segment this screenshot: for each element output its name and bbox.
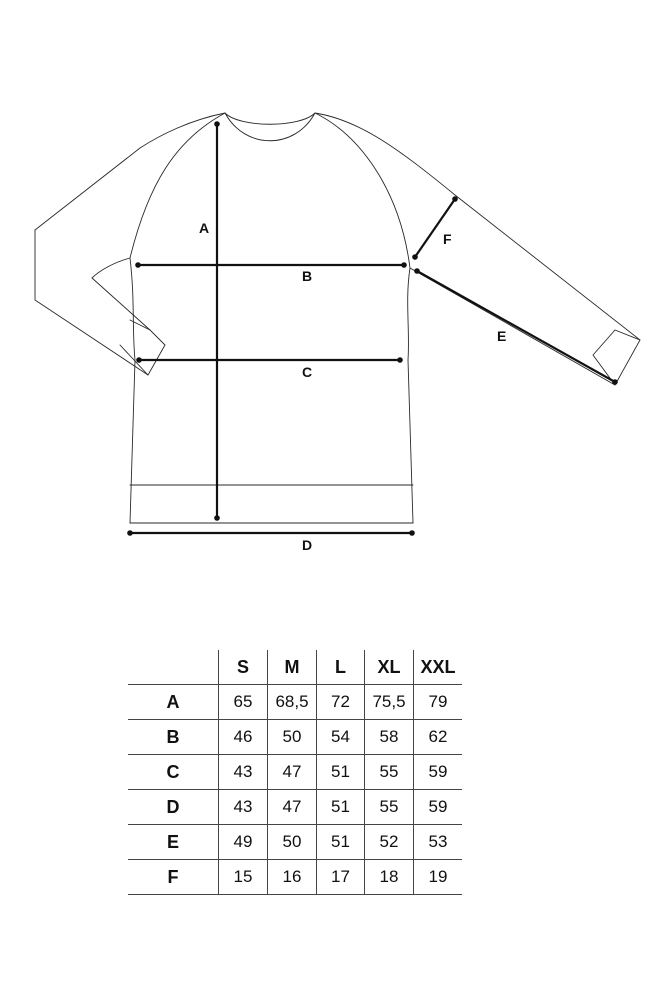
label-a: A (199, 220, 210, 236)
table-cell: 15 (219, 860, 268, 895)
measurement-b (135, 262, 407, 284)
table-cell: 51 (317, 755, 365, 790)
size-header: S (219, 650, 268, 685)
table-cell: 49 (219, 825, 268, 860)
row-label: B (128, 720, 219, 755)
table-cell: 55 (365, 790, 414, 825)
right-raglan-seam (315, 113, 410, 268)
table-cell: 47 (268, 790, 317, 825)
row-label: D (128, 790, 219, 825)
row-label: F (128, 860, 219, 895)
table-cell: 16 (268, 860, 317, 895)
table-cell: 62 (414, 720, 463, 755)
table-cell: 68,5 (268, 685, 317, 720)
header-corner (128, 650, 219, 685)
table-cell: 50 (268, 720, 317, 755)
table-cell: 17 (317, 860, 365, 895)
table-cell: 55 (365, 755, 414, 790)
table-cell: 43 (219, 790, 268, 825)
table-cell: 43 (219, 755, 268, 790)
table-cell: 53 (414, 825, 463, 860)
table-row (128, 825, 462, 860)
table-cell: 54 (317, 720, 365, 755)
body-left-side (130, 258, 135, 523)
table-cell: 18 (365, 860, 414, 895)
waistband (130, 485, 413, 523)
table-cell: 59 (414, 755, 463, 790)
row-label: A (128, 685, 219, 720)
table-cell: 19 (414, 860, 463, 895)
table-cell: 51 (317, 790, 365, 825)
table-cell: 72 (317, 685, 365, 720)
left-shoulder (35, 113, 225, 230)
table-cell: 51 (317, 825, 365, 860)
table-cell: 52 (365, 825, 414, 860)
label-b: B (302, 268, 313, 284)
size-table (128, 650, 462, 895)
left-sleeve-outer (35, 230, 148, 375)
size-header: XXL (414, 650, 463, 685)
table-row (128, 790, 462, 825)
label-c: C (302, 364, 313, 380)
measurement-c (136, 357, 403, 380)
size-header: M (268, 650, 317, 685)
table-cell: 47 (268, 755, 317, 790)
table-row (128, 755, 462, 790)
table-row (128, 685, 462, 720)
row-label: C (128, 755, 219, 790)
left-sleeve-inner (92, 258, 150, 330)
left-raglan-seam (130, 113, 225, 258)
row-label: E (128, 825, 219, 860)
left-cuff (120, 320, 165, 375)
table-cell: 59 (414, 790, 463, 825)
table-cell: 75,5 (365, 685, 414, 720)
label-d: D (302, 537, 313, 553)
measurement-d (127, 530, 415, 553)
table-cell: 79 (414, 685, 463, 720)
measurement-a (199, 121, 220, 521)
size-header: XL (365, 650, 414, 685)
table-row (128, 860, 462, 895)
table-cell: 46 (219, 720, 268, 755)
table-cell: 65 (219, 685, 268, 720)
label-f: F (443, 231, 452, 247)
label-e: E (497, 328, 507, 344)
neckline (225, 113, 315, 141)
sweatshirt-outline (35, 113, 640, 523)
measurement-f (412, 196, 458, 260)
size-header-row (128, 650, 462, 685)
table-row (128, 720, 462, 755)
size-header: L (317, 650, 365, 685)
table-cell: 58 (365, 720, 414, 755)
measurement-e (414, 268, 618, 385)
table-cell: 50 (268, 825, 317, 860)
